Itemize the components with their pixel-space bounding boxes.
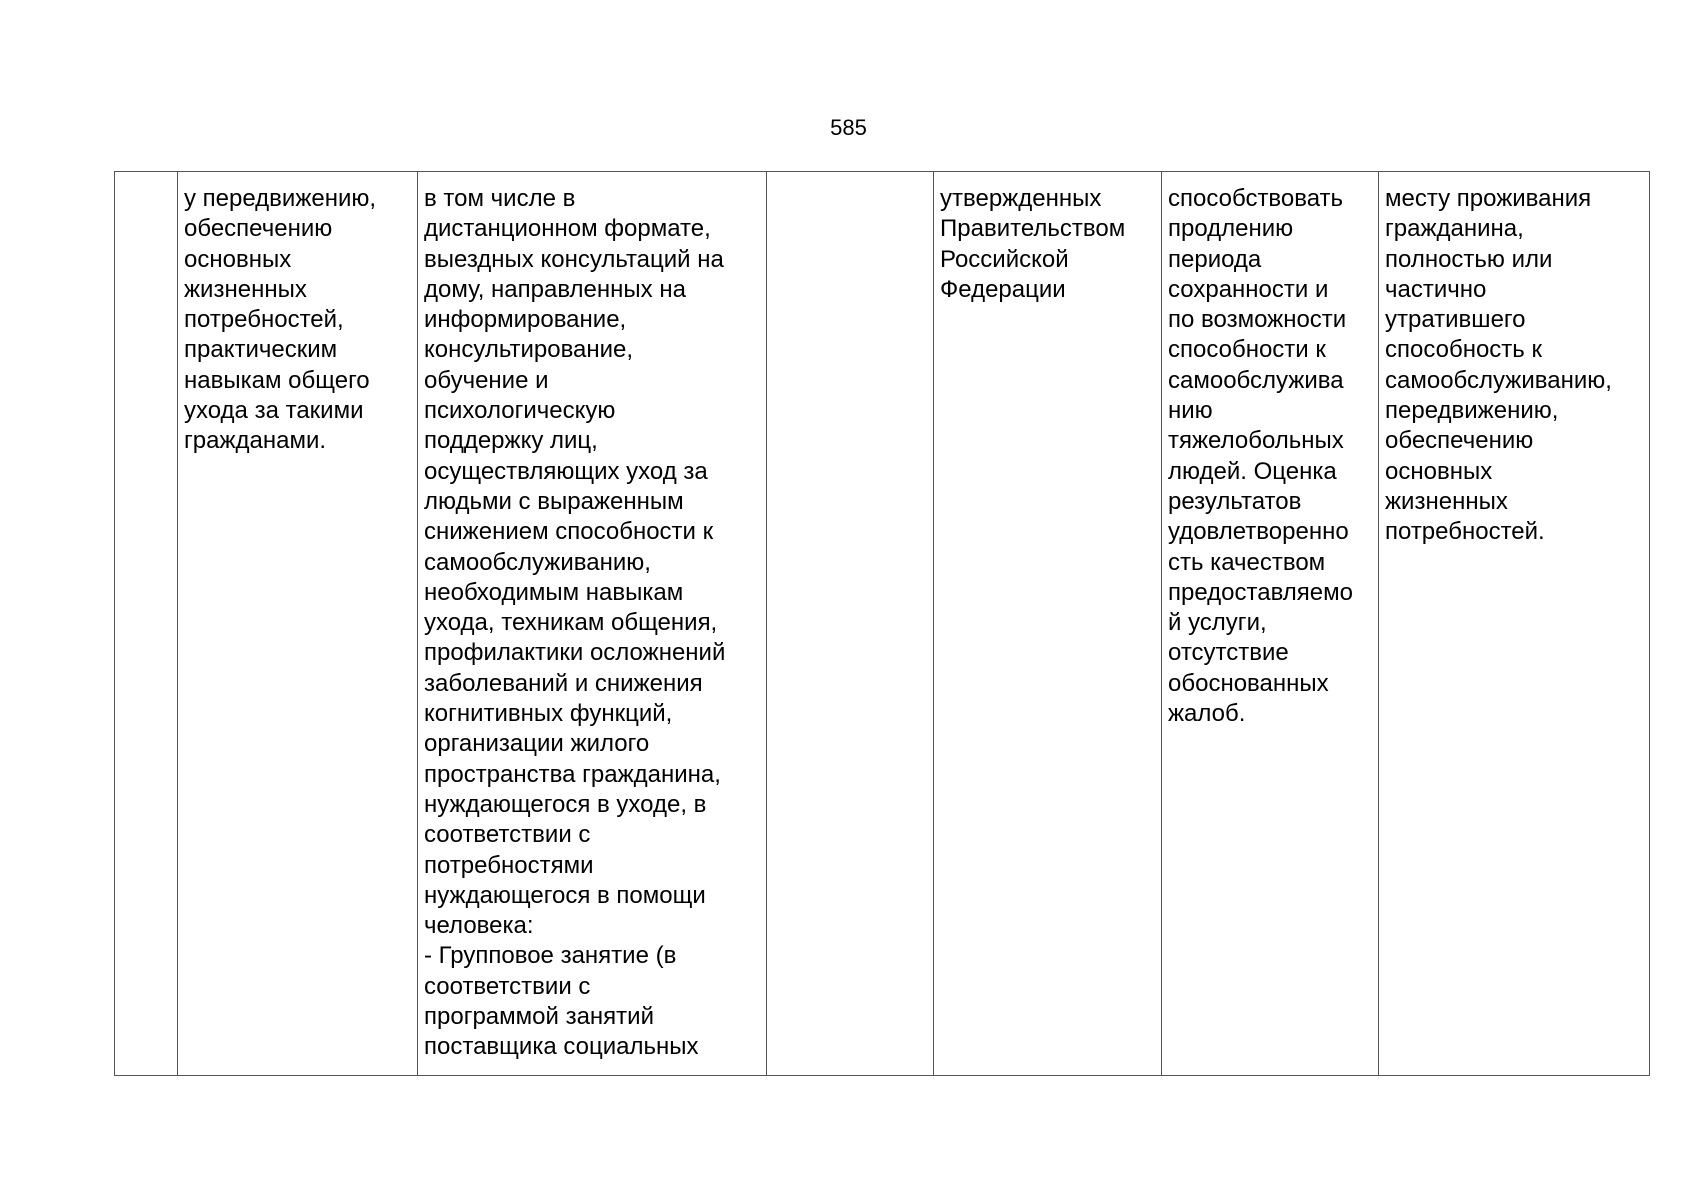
cell-text: в том числе в дистанционном формате, выездных консультаций на дому, направленных на информирование, консультирование, обучение и психологическую поддержку лиц, осуществляющих уход за людьми с выраженным снижением способности к самообслуживанию, необходимым навыкам ухода, техникам общения, профилактики осложнений заболеваний и снижения когнитивных функций, организации жилого пространства гражданина, нуждающегося в уходе, в соответствии с потребностями нуждающегося в помощи человека: - Групповое занятие (в соответствии с программой занятий поставщика социальных bbox=[424, 185, 726, 1061]
table-cell-1 bbox=[115, 172, 178, 1076]
table-cell-7 bbox=[1379, 172, 1650, 1076]
table-row bbox=[115, 172, 1650, 1076]
cell-text: у передвижению, обеспечению основных жизненных потребностей, практическим навыкам общего ухода за такими гражданами. bbox=[184, 185, 377, 455]
cell-text: утвержденных Правительством Российской Федерации bbox=[940, 185, 1126, 303]
page-number: 585 bbox=[830, 115, 867, 140]
table-cell-4 bbox=[767, 172, 934, 1076]
table-cell-6 bbox=[1162, 172, 1379, 1076]
table-cell-5 bbox=[934, 172, 1162, 1076]
table-cell-2 bbox=[178, 172, 418, 1076]
table-cell-3 bbox=[418, 172, 767, 1076]
document-table bbox=[114, 171, 1650, 1076]
cell-text: месту проживания гражданина, полностью или частично утратившего способность к самообслуживанию, передвижению, обеспечению основных жизненных потребностей. bbox=[1385, 185, 1612, 546]
cell-text: способствовать продлению периода сохранности и по возможности способности к самообслужива нию тяжелобольных людей. Оценка результатов удовлетворенно сть качеством предоставляемо й услуги, отсутствие обоснованных жалоб. bbox=[1168, 185, 1353, 728]
